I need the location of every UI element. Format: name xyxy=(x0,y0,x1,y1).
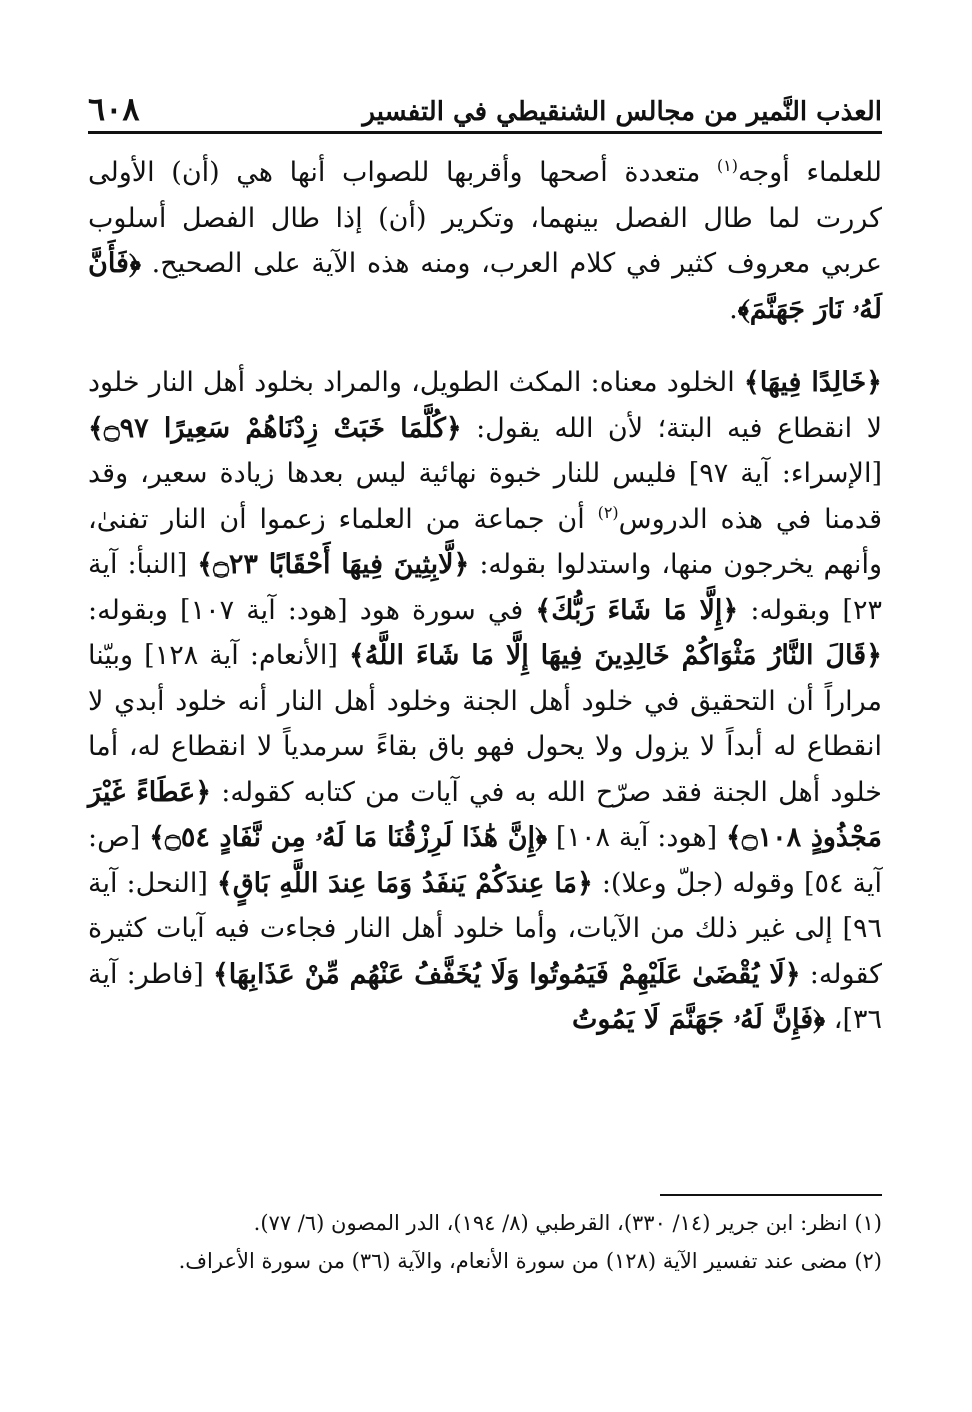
quran-verse: ﴿مَا عِندَكُمْ يَنفَدُ وَمَا عِندَ اللَّهِ بَاقٍ﴾ xyxy=(216,867,593,899)
text-run: متعددة أصحها وأقربها للصواب أنها هي (أن) الأولى كررت لما طال الفصل بينهما، وتكرير (أن) إذا طال الفصل أسلوب عربي معروف كثير في كلام العرب، ومنه هذه الآية على الصحيح. xyxy=(88,157,882,279)
text-run: للعلماء أوجه xyxy=(738,157,882,188)
quran-verse: ﴿فَإِنَّ لَهُۥ جَهَنَّمَ لَا يَمُوتُ xyxy=(572,1004,826,1035)
footnote-1: (١) انظر: ابن جرير (١٤/ ٣٣٠)، القرطبي (٨/ ١٩٤)، الدر المصون (٦/ ٧٧). xyxy=(253,1211,882,1235)
text-run: [فاطر: آية ٣٦]، xyxy=(88,958,882,1035)
quran-verse: ﴿خَالِدًا فِيهَا﴾ xyxy=(743,367,882,398)
text-run: في سورة هود [هود: آية ١٠٧] وبقوله: xyxy=(88,594,536,626)
text-run: . xyxy=(729,293,738,325)
running-header xyxy=(88,88,882,134)
text-run: [النحل: آية ٩٦] إلى غير ذلك من الآيات، وأما خلود أهل النار فجاءت فيه آيات كثيرة كقوله: xyxy=(88,867,882,990)
paragraph-1 xyxy=(88,150,882,332)
text-run: [الأنعام: آية ١٢٨] وبيّنا مراراً أن التحقيق في خلود أهل الجنة وخلود أهل النار أنه خلود أبدي لا انقطاع له أبداً لا يزول ولا يحول فهو باق بقاءً سرمدياً لا انقطاع له، أما خلود أهل الجنة فقد صرّح الله به في آيات من كتابه كقوله: xyxy=(88,640,882,808)
text-run: [النبأ: آية ٢٣] وبقوله: xyxy=(88,549,882,626)
quran-verse: ﴿عَطَاءً غَيْرَ مَجْذُوذٍ ۝١٠٨﴾ xyxy=(88,776,882,853)
text-run: [هود: آية ١٠٨] xyxy=(547,822,726,853)
page-number: ٦٠٨ xyxy=(88,90,140,128)
quran-verse: ﴿قَالَ النَّارُ مَثْوَاكُمْ خَالِدِينَ فِيهَا إِلَّا مَا شَاءَ اللَّهُ﴾ xyxy=(348,640,882,671)
quran-verse: ﴿لَا يُقْضَىٰ عَلَيْهِمْ فَيَمُوتُوا وَلَا يُخَفَّفُ عَنْهُم مِّنْ عَذَابِهَا﴾ xyxy=(212,958,801,990)
text-run: أن جماعة من العلماء زعموا أن النار تفنىٰ، وأنهم يخرجون منها، واستدلوا بقوله: xyxy=(88,503,882,580)
footnote-ref-2: (٢) xyxy=(597,502,619,522)
quran-verse: ﴿إِنَّ هَٰذَا لَرِزْقُنَا مَا لَهُۥ مِن نَّفَادٍ ۝٥٤﴾ xyxy=(149,822,548,853)
quran-verse: ﴿إِلَّا مَا شَاءَ رَبُّكَ﴾ xyxy=(535,594,739,626)
footnote-2: (٢) مضى عند تفسير الآية (١٢٨) من سورة الأنعام، والآية (٣٦) من سورة الأعراف. xyxy=(178,1249,882,1273)
main-text xyxy=(88,150,882,1043)
footnotes xyxy=(88,1206,882,1282)
quran-verse: ﴿فَأَنَّ لَهُۥ نَارَ جَهَنَّمَ﴾ xyxy=(88,248,882,325)
footnote-ref-1: (١) xyxy=(716,156,739,175)
text-run: [الإسراء: آية ٩٧] فليس للنار خبوة نهائية ليس بعدها زيادة سعير، وقد قدمنا في هذه الدروس xyxy=(88,458,882,535)
quran-verse: ﴿كُلَّمَا خَبَتْ زِدْنَاهُمْ سَعِيرًا ۝٩٧﴾ xyxy=(88,412,462,444)
quran-verse: ﴿لَّابِثِينَ فِيهَا أَحْقَابًا ۝٢٣﴾ xyxy=(197,549,470,580)
book-title: العذب النَّمير من مجالس الشنقيطي في التفسير xyxy=(362,97,882,127)
footnote-divider xyxy=(660,1194,882,1196)
text-run: [ص: آية ٥٤] وقوله (جلّ وعلا): xyxy=(88,822,883,899)
paragraph-2 xyxy=(88,360,882,1043)
text-run: الخلود معناه: المكث الطويل، والمراد بخلود أهل النار خلود لا انقطاع فيه البتة؛ لأن الله يقول: xyxy=(88,367,882,444)
